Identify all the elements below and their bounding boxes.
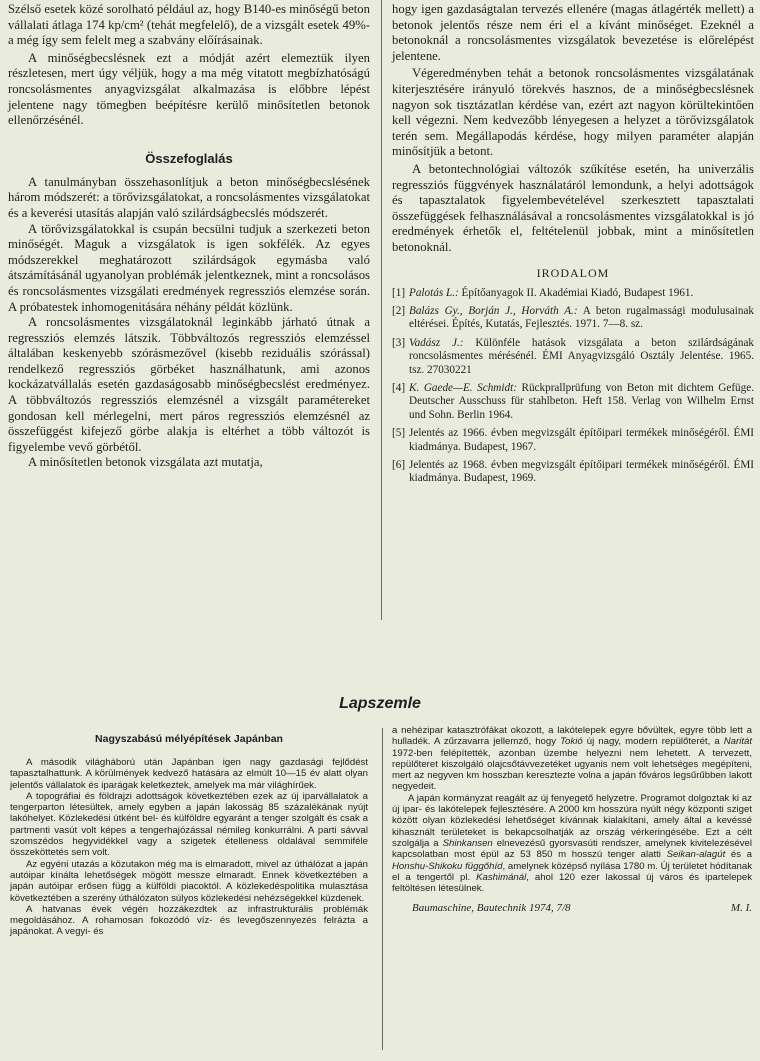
reference-number: [4] xyxy=(392,381,406,394)
paragraph: A topográfiai és földrajzi adottságok következtében ezek az új iparvállalatok a tengerparton létesültek, amely egyben a japán lakosság 85 százalékának nyújt lakóhelyet. Közlekedési útként bel- és külföldre egyaránt a tenger szolgált és csak a partmenti vasút volt képes a tengerhajózással némileg konkurrálni. A parti sávval szomszédos hegyvidékkel vagy a szigetek ételleness oldalával semmiféle összeköttetés sem volt. xyxy=(10,790,368,859)
reference-body: Különféle hatások vizsgálata a beton szilárdságának roncsolásmentes mérésénél. ÉMI Anyagvizsgáló Osztály Jelentése. 1965. tsz. 27030221 xyxy=(409,336,754,376)
column-divider xyxy=(381,0,382,620)
column-divider xyxy=(382,728,383,1050)
paragraph: A tanulmányban összehasonlítjuk a beton minőségbecslésének három módszerét: a törővizsgálatokat, a roncsolásmentes vizsgálatokat és a keverési utasítás alapján való szilárdságbecslés módszerét. xyxy=(8,174,370,220)
text-run: , ahol 120 ezer lakossal új város és ipartelepek feltöltésen létesülnek. xyxy=(392,871,752,895)
text-run: új nagy, modern repülőterét, a xyxy=(582,736,724,748)
source-line xyxy=(392,902,752,914)
upper-left-column xyxy=(8,2,370,471)
lapszemle-left-column xyxy=(10,733,368,938)
paragraph: A minőségbecslésnek ezt a módját azért elemeztük ilyen részletesen, mert úgy véljük, hogy a ma még vitatott megbízhatóságú roncsolásmentes anyagvizsgálat alkalmazása is előbbre lépést jelentene nagy tömegben beépítésre kerülő minősítetlen betonok ellenőrzésénél. xyxy=(8,50,370,128)
paragraph: Szélső esetek közé sorolható például az, hogy B140-es minőségű beton vállalati átlaga 174 kp/cm² (tehát megfelelő), de a vizsgált esetek 49%-a még így sem felelt meg a szabvány előírásainak. xyxy=(8,2,370,48)
reference-item xyxy=(392,305,754,332)
paragraph: A minősítetlen betonok vizsgálata azt mutatja, xyxy=(28,455,263,470)
source-citation: Baumaschine, Bautechnik 1974, 7/8 xyxy=(412,902,571,915)
paragraph: A második világháború után Japánban igen nagy gazdasági fejlődést tapasztalhattunk. A körülmények kedvező hatására az elmúlt 10—15 év alatt olyan jelentős vállalatok és iparágak keletkeztek, amelyek ma már világhírűek. xyxy=(10,757,368,791)
text-run-italic: Naritát xyxy=(723,736,752,748)
paragraph: hogy igen gazdaságtalan tervezés ellenére (magas átlagérték mellett) a betonok jelentős része nem éri el a kívánt minőséget. Ezeknél a betonoknál a roncsolásmentes vizsgálatok bevezetése is előrelépést jelentene. xyxy=(392,2,754,63)
paragraph xyxy=(392,793,752,895)
text-run: elnevezésű gyorsvasúti rendszer, amelynek kivitelezésével kapcsolatban most épül az 53 850 m hosszú tenger alatti xyxy=(392,837,753,861)
reference-item xyxy=(392,287,754,300)
text-run: a nehézipar katasztrófákat okozott, a lakótelepek egyre bővültek, egyre több lett a hulladék. A zűrzavarra jellemző, hogy xyxy=(392,725,752,748)
paragraph xyxy=(392,725,752,793)
text-run: és a xyxy=(725,849,752,861)
reference-text xyxy=(409,287,754,300)
text-run: 1972-ben felépítették, azonban üzembe helyezni nem lehetett. A tervezett, repülőteret kiszolgáló olajcsőtávvezetéket ugyanis nem volt lehetséges megépíteni, mert az negyven km hosszban keresztezte volna a japán főváros legsűrűbben lakott negyedeit. xyxy=(392,747,752,793)
reference-text xyxy=(409,427,754,454)
reference-text xyxy=(409,305,754,332)
upper-right-column xyxy=(392,2,754,491)
lapszemle-right-column xyxy=(392,725,752,914)
lapszemle-title: Lapszemle xyxy=(339,695,421,712)
reference-number: [5] xyxy=(392,427,406,440)
reference-author: Balázs Gy., Borján J., Horváth A.: xyxy=(409,304,578,317)
text-run: A japán kormányzat reagált az új fenyegető helyzetre. Programot dolgoztak ki az új ipar- és lakótelepek fejlesztésére. A 2000 km hosszúra nyúlt négy központi sziget között olyan közlekedési lehetőséget kívánnak kialakítani, amely által a kevéssé kihasznált területeket is bekapcsolhatják az ország vérkeringésébe. Ezt a célt szolgálja a xyxy=(392,792,752,849)
text-run-italic: Kashimánál xyxy=(476,871,527,883)
reference-text xyxy=(409,459,754,486)
reference-item xyxy=(392,459,754,486)
paragraph: Végeredményben tehát a betonok roncsolásmentes vizsgálatának kiterjesztésére irányuló törekvés hasznos, de a minőségbecslésnek nagyon sok tisztázatlan kérdése van, ezért azt nagyon körültekintően kell végezni. Nem kedvezőbb lényegesen a helyzet a törővizsgálatok terén sem. Megállapodás kérdése, hogy milyen paraméter alapján minősítjük a betont. xyxy=(392,66,754,159)
reference-author: Palotás L.: xyxy=(409,286,459,299)
author-initials: M. I. xyxy=(730,902,752,915)
paragraph: A betontechnológiai változók szűkítése esetén, ha univerzális regressziós függvények használatáról lemondunk, a helyi adottságok és tapasztalatok figyelembevételével szerkesztett tapasztalati összefüggések felhasználásával a roncsolásmentes vizsgálatokkal is jó eredmények érhetők el, feltételenül jobbak, mint a minősítetlen betonoknál. xyxy=(392,161,754,254)
reference-number: [6] xyxy=(392,458,406,471)
text-run: , amelynek középső nyílása 1780 m. Új területet hódítanak el a tengertől pl. xyxy=(392,860,752,883)
reference-author: Vadász J.: xyxy=(409,336,464,349)
paragraph: Az egyéni utazás a közutakon még ma is elmaradott, mivel az úthálózat a japán autóipar kínálta lehetőségek mögött messze elmaradt. Ennek következtében a japán autóipar erősen függ a külföldi piacoktól. A közlekedéspolitika mulasztása következtében a szerény úthálózaton súlyos közlekedési nehézségekkel küzdenek. xyxy=(10,858,368,904)
text-run-italic: Honshu-Shikoku függőhíd xyxy=(392,860,503,872)
reference-author: K. Gaede—E. Schmidt: xyxy=(409,381,517,394)
text-run-italic: Shinkansen xyxy=(442,837,493,849)
section-heading-summary: Összefoglalás xyxy=(145,150,233,166)
text-run-italic: Seikan-alagút xyxy=(666,849,726,861)
reference-item xyxy=(392,337,754,377)
reference-number: [3] xyxy=(392,336,406,349)
article-title: Nagyszabású mélyépítések Japánban xyxy=(95,733,283,745)
reference-number: [2] xyxy=(392,304,406,317)
paragraph: A hatvanas évek végén hozzákezdtek az infrastrukturális problémák megoldásához. A rohamosan fokozódó víz- és levegőszennyezés felrázta a japánokat. A vegyi- és xyxy=(10,903,368,938)
reference-body: Jelentés az 1966. évben megvizsgált építőipari termékek minőségéről. ÉMI kiadmánya. Budapest, 1967. xyxy=(409,427,754,453)
paragraph: A törővizsgálatokkal is csupán becsülni tudjuk a szerkezeti beton minőségét. Maguk a vizsgálatok is igen sokfélék. Az egyes módszerekkel meghatározott szilárdságok egymásba való átszámításánál ugyanolyan problémák jelentkeznek, mint a roncsolásos és roncsolásmentes vizsgálati eredmények regressziós elemzése során. A próbatestek inhomogenitására néhány példát közlünk. xyxy=(8,221,370,314)
reference-text xyxy=(409,382,754,422)
references-heading: IRODALOM xyxy=(536,265,610,280)
reference-list xyxy=(392,287,754,486)
text-run-italic: Tokió xyxy=(560,736,583,748)
reference-body: Jelentés az 1968. évben megvizsgált építőipari termékek minőségéről. ÉMI kiadmánya. Budapest, 1969. xyxy=(409,458,754,485)
reference-item xyxy=(392,427,754,454)
reference-body: Rückprallprüfung von Beton mit dichtem Gefüge. Deutscher Ausschuss für stahlbeton. Heft 158. Verlag von Wilhelm Ernst und Sohn. Berlin 1964. xyxy=(409,381,754,421)
reference-body: Építőanyagok II. Akadémiai Kiadó, Budapest 1961. xyxy=(458,286,694,299)
reference-text xyxy=(409,337,754,377)
paragraph: A roncsolásmentes vizsgálatoknál leginkább járható útnak a regressziós elemzés látszik. Többváltozós regressziós elemzéssel általában keskenyebb szórásmezővel (kisebb reziduális szórással) rendelkező regressziós görbéket használhatunk, ami azonos kockázatvállalás esetén gazdaságosabb minőségbecslést eredményez. A többváltozós regressziós elemzésnél a vizsgált paramétereket gondosan kell mérlegelni, mert páros regressziós elemzésnél az összefüggést kifejező görbe alakja is eltérhet a több változót is figyelembe vevő görbétől. xyxy=(8,315,370,454)
reference-number: [1] xyxy=(392,286,406,299)
reference-body: A beton rugalmassági modulusainak eltérései. Építés, Kutatás, Fejlesztés. 1971. 7—8. sz. xyxy=(409,304,755,331)
reference-item xyxy=(392,382,754,422)
